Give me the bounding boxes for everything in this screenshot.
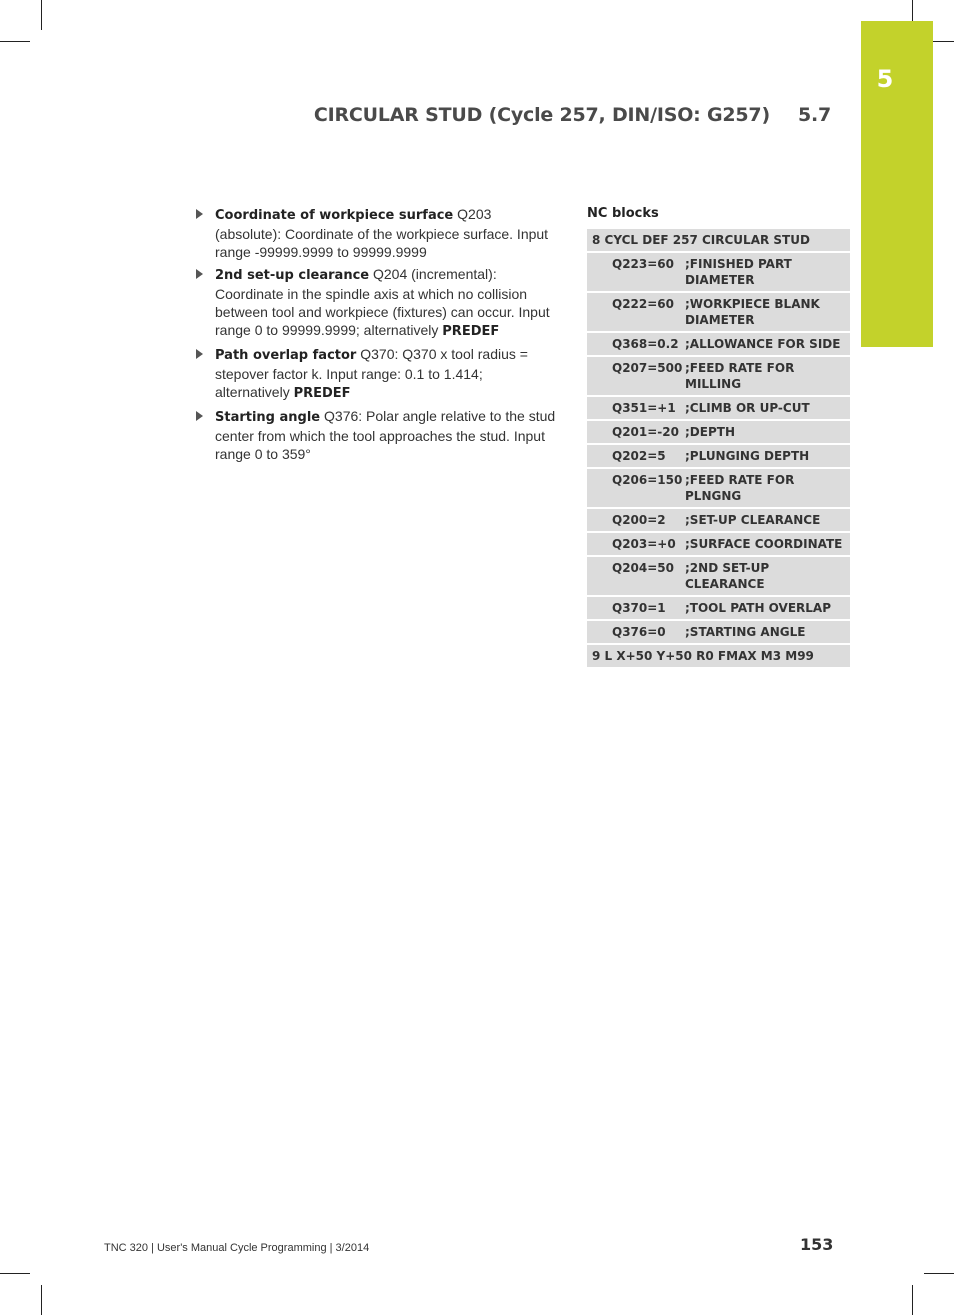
nc-code: Q201=-20 <box>612 425 679 439</box>
param-item-q204 <box>196 265 561 341</box>
nc-comment: ;DEPTH <box>685 425 735 439</box>
param-text: Q370: Q370 x tool radius = stepover factor k. Input range: 0.1 to 1.414; alternatively <box>215 346 528 400</box>
nc-code: Q206=150 <box>612 473 683 487</box>
nc-code: Q207=500 <box>612 361 683 375</box>
nc-code: Q351=+1 <box>612 401 676 415</box>
table-row <box>587 533 850 557</box>
param-term: Starting angle <box>215 410 321 425</box>
crop-mark <box>0 41 30 42</box>
table-row <box>587 469 850 509</box>
param-item-q376 <box>196 407 561 463</box>
nc-code: Q376=0 <box>612 625 666 639</box>
nc-blocks-title: NC blocks <box>587 206 659 221</box>
param-tail: PREDEF <box>293 386 351 401</box>
nc-blocks-table <box>587 229 850 669</box>
nc-code: Q222=60 <box>612 297 675 311</box>
table-row <box>587 509 850 533</box>
param-tail: PREDEF <box>442 324 500 339</box>
crop-mark <box>41 0 42 30</box>
nc-comment: ;SURFACE COORDINATE <box>685 537 843 551</box>
crop-mark <box>41 1285 42 1315</box>
nc-comment: ;PLUNGING DEPTH <box>685 449 810 463</box>
page-header <box>314 104 831 126</box>
nc-comment: ;CLIMB OR UP-CUT <box>685 401 810 415</box>
table-row <box>587 421 850 445</box>
chapter-tab <box>861 21 933 347</box>
nc-code: Q202=5 <box>612 449 666 463</box>
table-row <box>587 357 850 397</box>
bullet-triangle-icon <box>196 209 203 219</box>
section-title: CIRCULAR STUD (Cycle 257, DIN/ISO: G257) <box>313 104 770 126</box>
nc-comment: ;FINISHED PART DIAMETER <box>685 257 792 287</box>
bullet-triangle-icon <box>196 269 203 279</box>
nc-comment: ;2ND SET-UP CLEARANCE <box>685 561 770 591</box>
param-term: Coordinate of workpiece surface <box>215 208 454 223</box>
param-text: Q376: Polar angle relative to the stud center from which the tool approaches the stud. Input range 0 to 359° <box>215 408 556 462</box>
nc-code: Q370=1 <box>612 601 666 615</box>
table-row <box>587 445 850 469</box>
table-row <box>587 333 850 357</box>
nc-comment: ;STARTING ANGLE <box>685 625 806 639</box>
crop-mark <box>0 1273 30 1274</box>
nc-comment: ;WORKPIECE BLANK DIAMETER <box>685 297 820 327</box>
nc-comment: ;TOOL PATH OVERLAP <box>685 601 831 615</box>
table-row <box>587 557 850 597</box>
bullet-triangle-icon <box>196 349 203 359</box>
nc-code: Q200=2 <box>612 513 666 527</box>
table-row <box>587 253 850 293</box>
param-item-q203 <box>196 205 561 261</box>
param-term: 2nd set-up clearance <box>215 268 370 283</box>
table-row <box>587 597 850 621</box>
param-text: Q203 (absolute): Coordinate of the workpiece surface. Input range -99999.9999 to 99999.9999 <box>215 206 549 260</box>
param-item-q370 <box>196 345 561 403</box>
table-row <box>587 621 850 645</box>
nc-code: Q223=60 <box>612 257 675 271</box>
table-row <box>587 293 850 333</box>
nc-comment: ;SET-UP CLEARANCE <box>685 513 821 527</box>
nc-row-last: 9 L X+50 Y+50 R0 FMAX M3 M99 <box>587 645 850 669</box>
param-text: Q204 (incremental): Coordinate in the spindle axis at which no collision between tool and workpiece (fixtures) can occur. Input range 0 to 99999.9999; alternatively <box>215 266 550 338</box>
section-number: 5.7 <box>797 104 831 126</box>
nc-comment: ;ALLOWANCE FOR SIDE <box>685 337 841 351</box>
nc-comment: ;FEED RATE FOR MILLING <box>685 361 795 391</box>
nc-row-first: 8 CYCL DEF 257 CIRCULAR STUD <box>587 229 850 253</box>
bullet-triangle-icon <box>196 411 203 421</box>
nc-comment: ;FEED RATE FOR PLNGNG <box>685 473 795 503</box>
page-number: 153 <box>800 1235 834 1254</box>
chapter-number: 5 <box>876 65 894 93</box>
footer-text: TNC 320 | User's Manual Cycle Programming | 3/2014 <box>104 1242 370 1254</box>
table-row <box>587 397 850 421</box>
crop-mark <box>924 1273 954 1274</box>
param-term: Path overlap factor <box>215 348 357 363</box>
parameter-list <box>196 205 561 467</box>
nc-code: Q204=50 <box>612 561 675 575</box>
nc-code: Q203=+0 <box>612 537 676 551</box>
crop-mark <box>912 1285 913 1315</box>
nc-code: Q368=0.2 <box>612 337 679 351</box>
